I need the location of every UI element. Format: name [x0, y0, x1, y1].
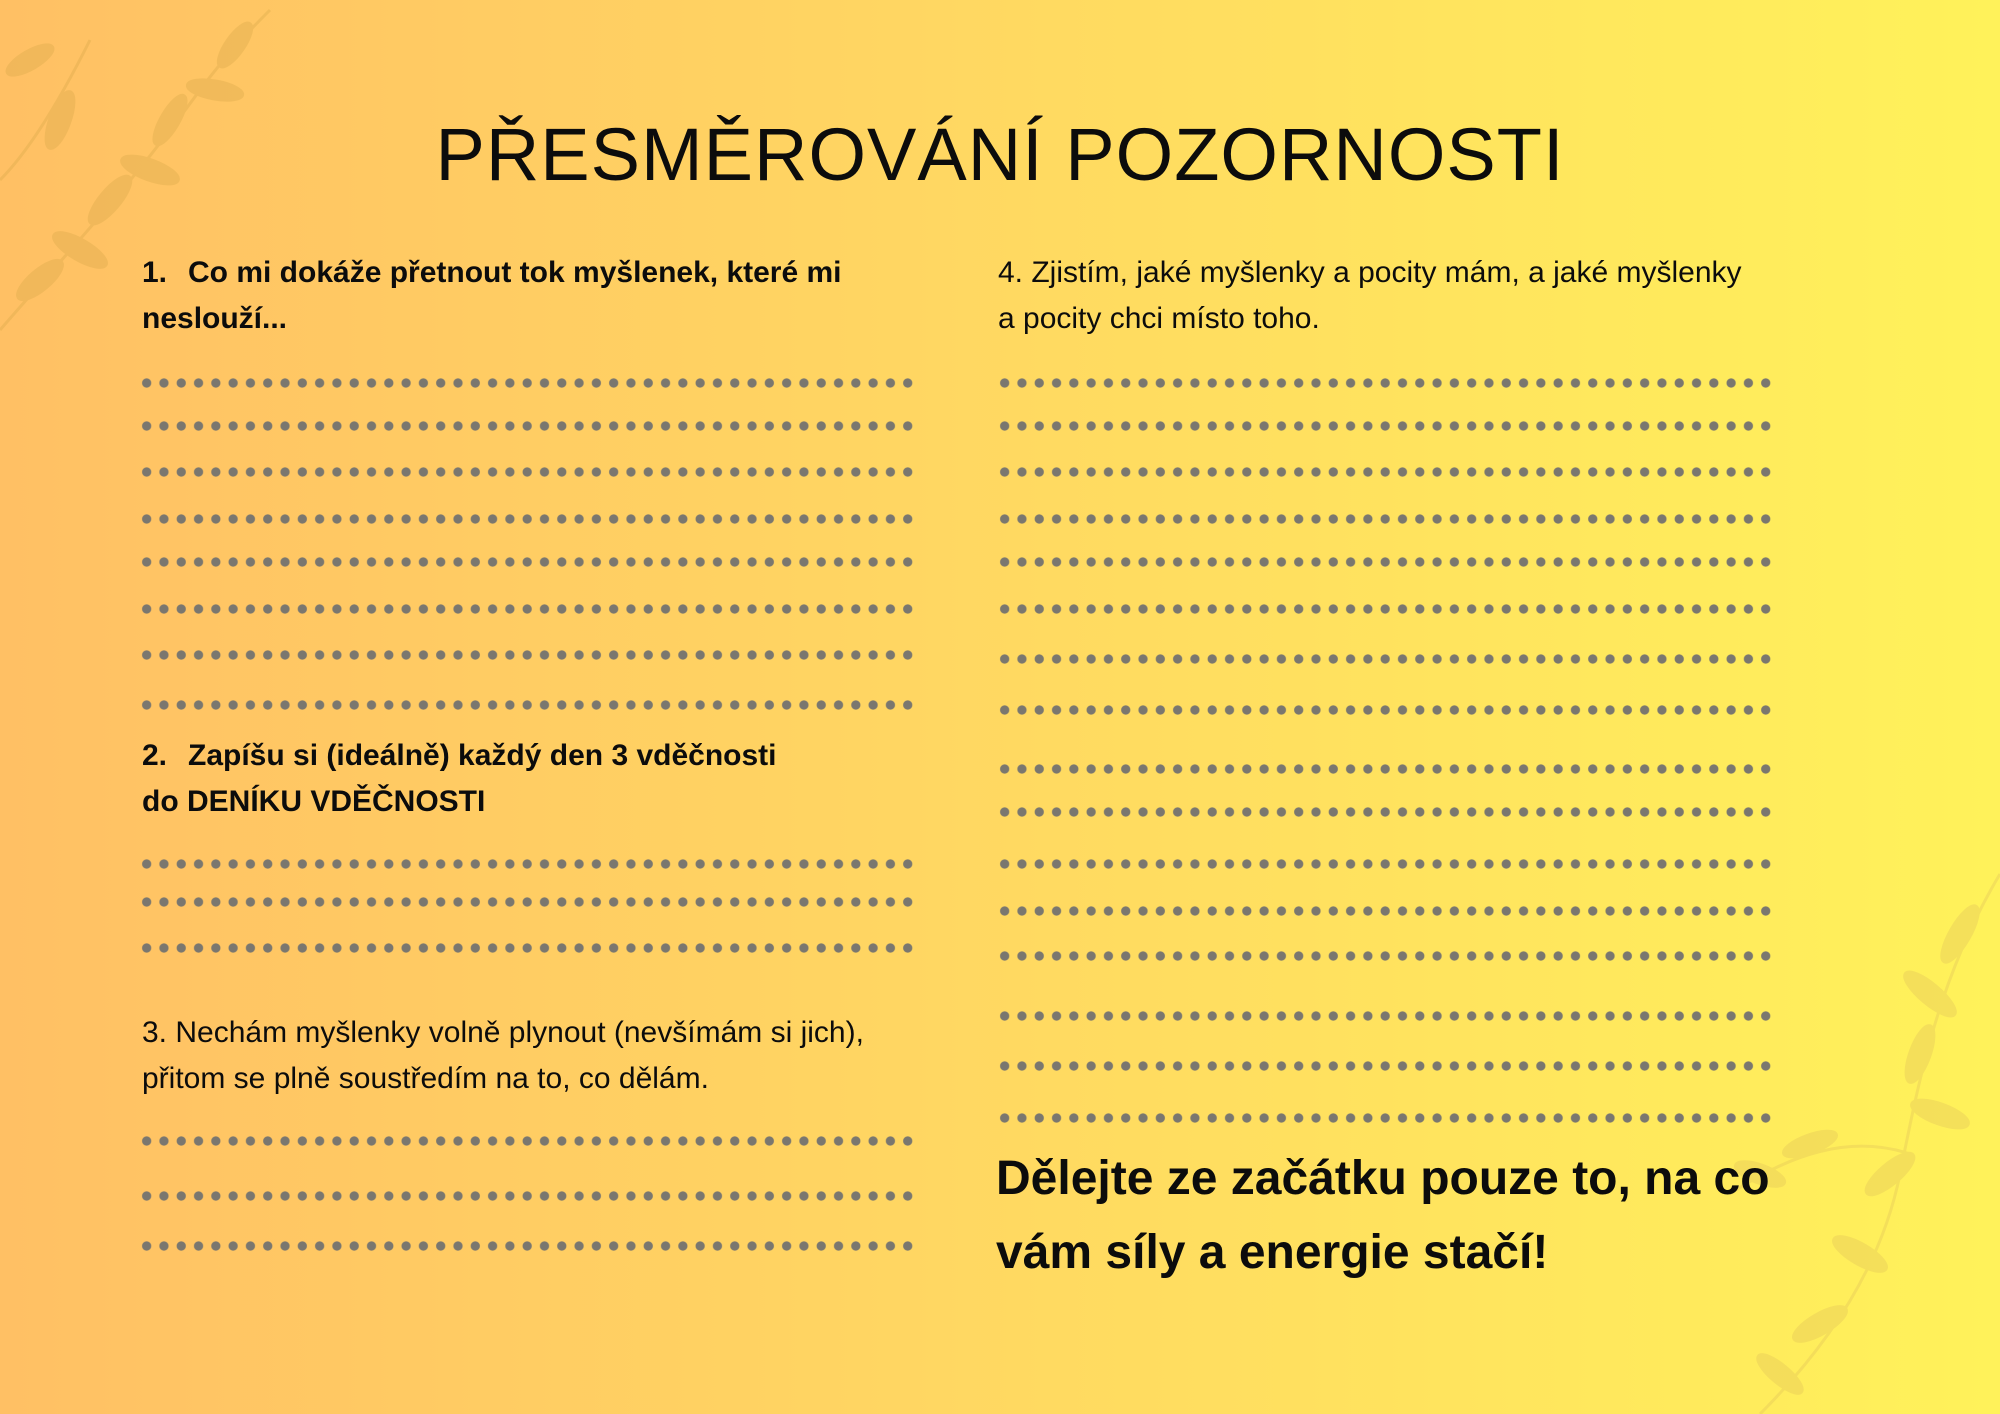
question-text: 4. Zjistím, jaké myšlenky a pocity mám, a jaké myšlenky: [998, 256, 1742, 289]
tagline-line-1: Dělejte ze začátku pouze to, na co: [996, 1152, 1770, 1205]
writing-line[interactable]: [996, 1060, 1776, 1072]
writing-line[interactable]: [996, 603, 1776, 615]
page-title: PŘESMĚROVÁNÍ POZORNOSTI: [435, 113, 1565, 196]
writing-line[interactable]: [138, 1135, 918, 1147]
writing-line[interactable]: [138, 377, 918, 389]
question-text-continued: do DENÍKU VDĚČNOSTI: [142, 785, 486, 818]
writing-line[interactable]: [138, 1240, 918, 1252]
writing-line[interactable]: [138, 649, 918, 661]
writing-line[interactable]: [138, 942, 918, 954]
question-text-continued: a pocity chci místo toho.: [998, 302, 1320, 335]
question-text-continued: neslouží...: [142, 302, 288, 335]
writing-line[interactable]: [996, 704, 1776, 716]
tagline-line-2: vám síly a energie stačí!: [996, 1226, 1549, 1279]
question-3: [142, 1010, 942, 1102]
writing-line[interactable]: [996, 377, 1776, 389]
question-text: Co mi dokáže přetnout tok myšlenek, které mi: [188, 256, 842, 289]
olive-branch-icon: [1700, 854, 2000, 1414]
question-2: [142, 733, 942, 825]
writing-line[interactable]: [138, 603, 918, 615]
question-1: [142, 250, 942, 342]
motivational-tagline: [996, 1142, 1856, 1290]
writing-line[interactable]: [996, 858, 1776, 870]
writing-line[interactable]: [996, 513, 1776, 525]
writing-line[interactable]: [996, 950, 1776, 962]
question-number: 2.: [142, 739, 168, 772]
question-text: Zapíšu si (ideálně) každý den 3 vděčnosti: [188, 739, 777, 772]
writing-line[interactable]: [138, 1190, 918, 1202]
writing-line[interactable]: [996, 1010, 1776, 1022]
question-text-continued: přitom se plně soustředím na to, co dělám.: [142, 1062, 709, 1095]
writing-line[interactable]: [996, 653, 1776, 665]
question-4: [998, 250, 1898, 342]
question-number: 1.: [142, 256, 168, 289]
writing-line[interactable]: [996, 806, 1776, 818]
writing-line[interactable]: [996, 420, 1776, 432]
writing-line[interactable]: [138, 420, 918, 432]
writing-line[interactable]: [138, 699, 918, 711]
writing-line[interactable]: [138, 513, 918, 525]
writing-line[interactable]: [996, 905, 1776, 917]
writing-line[interactable]: [138, 896, 918, 908]
writing-line[interactable]: [996, 466, 1776, 478]
writing-line[interactable]: [138, 556, 918, 568]
question-text: 3. Nechám myšlenky volně plynout (nevšímám si jich),: [142, 1016, 864, 1049]
writing-line[interactable]: [996, 556, 1776, 568]
writing-line[interactable]: [138, 466, 918, 478]
writing-line[interactable]: [996, 763, 1776, 775]
writing-line[interactable]: [138, 858, 918, 870]
writing-line[interactable]: [996, 1112, 1776, 1124]
